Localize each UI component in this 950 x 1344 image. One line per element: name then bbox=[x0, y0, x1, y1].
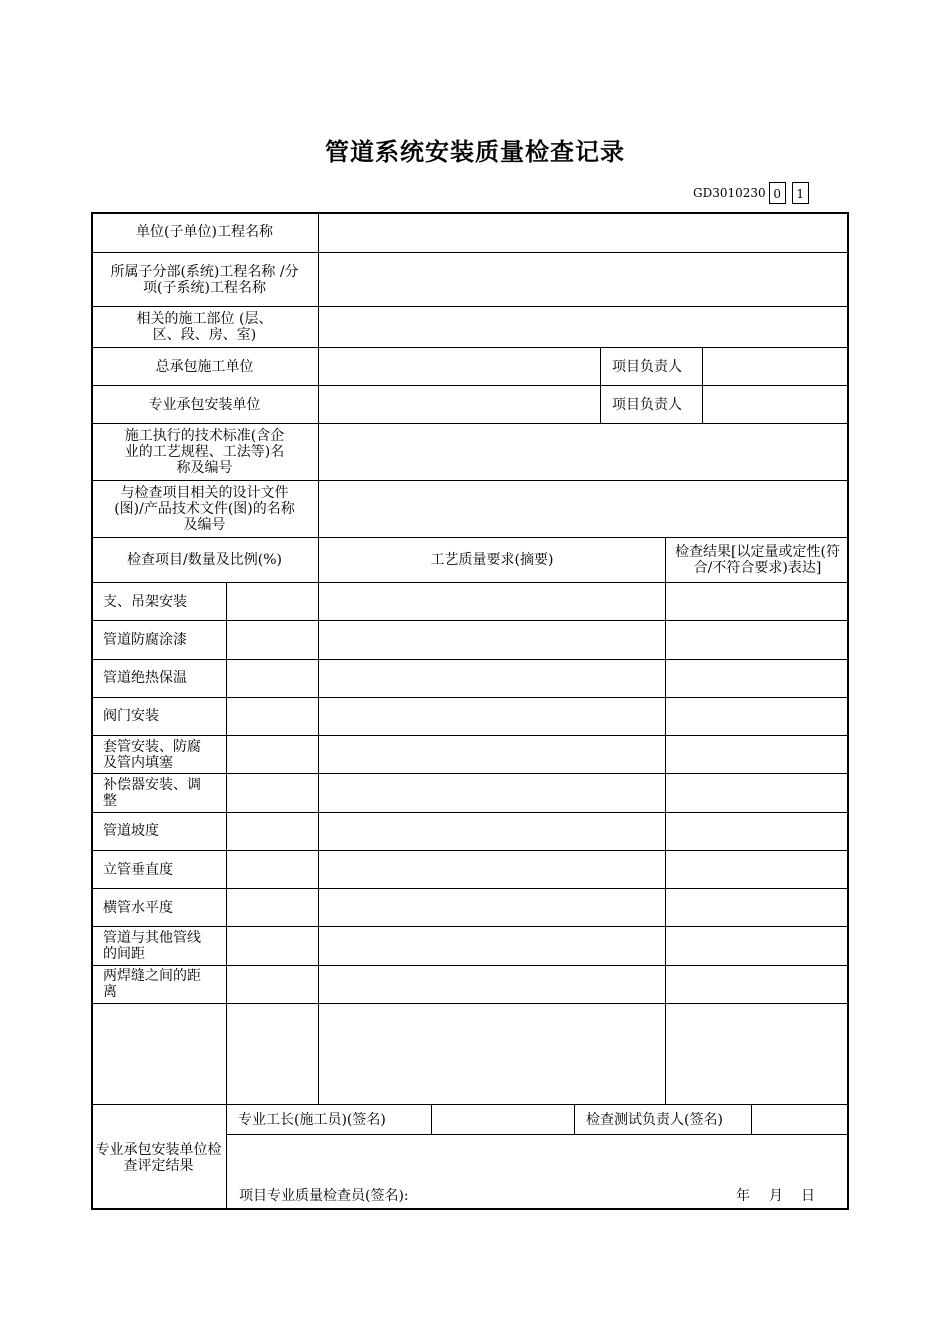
item-result-cell[interactable] bbox=[666, 927, 849, 965]
label-project-manager-1: 项目负责人 bbox=[601, 348, 703, 386]
field-location[interactable] bbox=[319, 307, 849, 348]
label-day: 日 bbox=[801, 1188, 815, 1204]
field-foreman-signature[interactable] bbox=[432, 1105, 575, 1135]
item-result-cell[interactable] bbox=[666, 698, 849, 736]
field-subdivision[interactable] bbox=[319, 253, 849, 307]
item-quantity-cell[interactable] bbox=[227, 927, 319, 965]
field-design-docs[interactable] bbox=[319, 481, 849, 538]
item-label: 支、吊架安装 bbox=[91, 583, 227, 621]
label-evaluation: 专业承包安装单位检查评定结果 bbox=[91, 1105, 227, 1210]
label-year: 年 bbox=[736, 1188, 750, 1204]
item-label: 管道防腐涂漆 bbox=[91, 621, 227, 659]
label-inspector: 项目专业质量检查员(签名): bbox=[239, 1188, 409, 1204]
item-label: 管道坡度 bbox=[91, 813, 227, 851]
form-code-box-2[interactable]: 1 bbox=[792, 182, 809, 204]
field-tester-signature[interactable] bbox=[752, 1105, 849, 1135]
label-month: 月 bbox=[769, 1188, 783, 1204]
item-quantity-cell[interactable] bbox=[227, 583, 319, 621]
item-label: 阀门安装 bbox=[91, 698, 227, 736]
item-quantity-cell[interactable] bbox=[227, 660, 319, 698]
form-code-prefix: GD3010230 bbox=[693, 186, 766, 200]
item-requirement-cell[interactable] bbox=[319, 927, 666, 965]
label-location: 相关的施工部位 (层、区、段、房、室) bbox=[91, 307, 319, 348]
item-quantity-cell[interactable] bbox=[227, 698, 319, 736]
item-requirement-cell[interactable] bbox=[319, 813, 666, 851]
label-general-contractor: 总承包施工单位 bbox=[91, 348, 319, 386]
item-result-cell[interactable] bbox=[666, 851, 849, 889]
page-title: 管道系统安装质量检查记录 bbox=[325, 138, 625, 166]
item-label: 横管水平度 bbox=[91, 889, 227, 927]
blank-item-cell[interactable] bbox=[91, 1004, 227, 1105]
label-foreman: 专业工长(施工员)(签名) bbox=[227, 1105, 432, 1135]
item-requirement-cell[interactable] bbox=[319, 698, 666, 736]
item-quantity-cell[interactable] bbox=[227, 966, 319, 1004]
label-standards: 施工执行的技术标准(含企业的工艺规程、工法等)名称及编号 bbox=[91, 424, 319, 481]
item-requirement-cell[interactable] bbox=[319, 966, 666, 1004]
item-quantity-cell[interactable] bbox=[227, 851, 319, 889]
item-quantity-cell[interactable] bbox=[227, 889, 319, 927]
blank-result-cell[interactable] bbox=[666, 1004, 849, 1105]
item-quantity-cell[interactable] bbox=[227, 621, 319, 659]
column-header-requirement: 工艺质量要求(摘要) bbox=[319, 538, 666, 583]
item-label: 两焊缝之间的距离 bbox=[91, 966, 227, 1004]
form-code bbox=[693, 181, 809, 205]
item-result-cell[interactable] bbox=[666, 966, 849, 1004]
field-standards[interactable] bbox=[319, 424, 849, 481]
item-result-cell[interactable] bbox=[666, 774, 849, 812]
blank-requirement-cell[interactable] bbox=[319, 1004, 666, 1105]
item-requirement-cell[interactable] bbox=[319, 774, 666, 812]
column-header-item: 检查项目/数量及比例(%) bbox=[91, 538, 319, 583]
field-project-manager-1[interactable] bbox=[703, 348, 849, 386]
item-result-cell[interactable] bbox=[666, 583, 849, 621]
item-result-cell[interactable] bbox=[666, 660, 849, 698]
item-quantity-cell[interactable] bbox=[227, 813, 319, 851]
item-requirement-cell[interactable] bbox=[319, 660, 666, 698]
item-result-cell[interactable] bbox=[666, 889, 849, 927]
item-requirement-cell[interactable] bbox=[319, 583, 666, 621]
item-label: 立管垂直度 bbox=[91, 851, 227, 889]
field-specialty-contractor[interactable] bbox=[319, 386, 601, 424]
item-label: 套管安装、防腐及管内填塞 bbox=[91, 736, 227, 774]
label-subdivision: 所属子分部(系统)工程名称 /分项(子系统)工程名称 bbox=[91, 253, 319, 307]
inspection-form bbox=[91, 212, 849, 1210]
label-project-name: 单位(子单位)工程名称 bbox=[91, 212, 319, 253]
item-requirement-cell[interactable] bbox=[319, 736, 666, 774]
field-general-contractor[interactable] bbox=[319, 348, 601, 386]
item-requirement-cell[interactable] bbox=[319, 851, 666, 889]
label-design-docs: 与检查项目相关的设计文件(图)/产品技术文件(图)的名称及编号 bbox=[91, 481, 319, 538]
item-result-cell[interactable] bbox=[666, 736, 849, 774]
item-quantity-cell[interactable] bbox=[227, 774, 319, 812]
item-result-cell[interactable] bbox=[666, 621, 849, 659]
item-result-cell[interactable] bbox=[666, 813, 849, 851]
item-label: 管道与其他管线的间距 bbox=[91, 927, 227, 965]
item-label: 补偿器安装、调整 bbox=[91, 774, 227, 812]
item-requirement-cell[interactable] bbox=[319, 889, 666, 927]
item-requirement-cell[interactable] bbox=[319, 621, 666, 659]
label-tester: 检查测试负责人(签名) bbox=[575, 1105, 752, 1135]
label-specialty-contractor: 专业承包安装单位 bbox=[91, 386, 319, 424]
field-project-manager-2[interactable] bbox=[703, 386, 849, 424]
column-header-result: 检查结果[以定量或定性(符合/不符合要求)表达] bbox=[666, 538, 849, 583]
field-project-name[interactable] bbox=[319, 212, 849, 253]
label-project-manager-2: 项目负责人 bbox=[601, 386, 703, 424]
item-label: 管道绝热保温 bbox=[91, 660, 227, 698]
blank-qty-cell[interactable] bbox=[227, 1004, 319, 1105]
item-quantity-cell[interactable] bbox=[227, 736, 319, 774]
form-code-box-1[interactable]: 0 bbox=[769, 182, 786, 204]
